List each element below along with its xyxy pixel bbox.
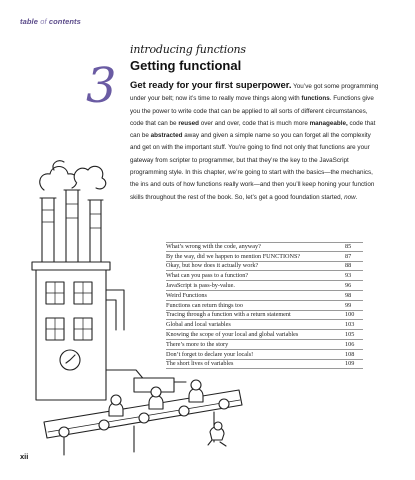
toc-page: 88 [345, 262, 352, 270]
toc-title: Global and local variables [166, 321, 231, 329]
header-suffix: contents [48, 17, 81, 26]
toc-page: 109 [345, 360, 355, 368]
toc-row[interactable] [166, 242, 363, 252]
intro-bold-abstracted: abstracted [150, 132, 183, 140]
chapter-title: Getting functional [130, 58, 242, 73]
intro-text-3: over and over, code that is much more [198, 119, 310, 127]
intro-text-5: away and given a simple name so you can forget all the complexity and get on with the important stuff. You’re going to find not only that functions are your gateway from scripter to programmer, but that they’re the key to the JavaScript programming style. In this chapter, we’re going to start with the basics—the mechanics, the ins and outs of how functions really work—and then you’ll keep honing your function skills throughout the rest of the book. So, let’s get a good foundation started, [130, 132, 375, 201]
toc-row[interactable] [166, 252, 363, 262]
toc-title: What’s wrong with the code, anyway? [166, 243, 261, 251]
toc-page: 87 [345, 252, 352, 260]
toc-row[interactable] [166, 271, 363, 281]
toc-title: The short lives of variables [166, 360, 234, 368]
toc-row[interactable] [166, 320, 363, 330]
toc-title: Functions can return things too [166, 301, 243, 309]
toc-title: Weird Functions [166, 291, 207, 299]
toc-title: By the way, did we happen to mention FUNCTIONS? [166, 252, 301, 260]
toc-title: JavaScript is pass-by-value. [166, 282, 235, 290]
header-of: of [40, 17, 47, 26]
toc-page: 105 [345, 331, 355, 339]
toc-page: 106 [345, 340, 355, 348]
toc-page: 98 [345, 291, 352, 299]
part-label: introducing functions [130, 43, 246, 56]
intro-lead: Get ready for your first superpower. [130, 80, 292, 91]
toc-row[interactable] [166, 330, 363, 340]
toc-page: 108 [345, 350, 355, 358]
toc-title: What can you pass to a function? [166, 272, 249, 280]
toc-row[interactable] [166, 301, 363, 311]
toc-page: 100 [345, 311, 355, 319]
page-number: xii [20, 452, 29, 461]
toc-title: There’s more to the story [166, 340, 229, 348]
toc-row[interactable] [166, 350, 363, 360]
intro-italic-now: now [344, 193, 356, 201]
toc-page: 103 [345, 321, 355, 329]
toc-row[interactable] [166, 281, 363, 291]
toc-page: 85 [345, 243, 352, 251]
toc-page: 96 [345, 282, 352, 290]
header-prefix: table [20, 17, 39, 26]
toc-row[interactable] [166, 311, 363, 321]
intro-bold-manageable: manageable, [309, 119, 348, 127]
toc-title: Tracing through a function with a return statement [166, 311, 291, 319]
toc-title: Knowing the scope of your local and global variables [166, 331, 299, 339]
toc-row[interactable] [166, 360, 363, 370]
intro-text-6: . [355, 193, 358, 201]
intro-bold-reused: reused [178, 119, 199, 127]
intro-text-2: . Functions give you the power to write code that can be applied to all sorts of different circumstances, code that can be [130, 95, 374, 127]
toc-page: 99 [345, 301, 352, 309]
toc-row[interactable] [166, 262, 363, 272]
toc-row[interactable] [166, 340, 363, 350]
running-header [20, 17, 81, 26]
toc-title: Okay, but how does it actually work? [166, 262, 259, 270]
intro-text-1: You’ve got some programming under your belt; now it’s time to really move things along with [130, 83, 379, 103]
toc-title: Don’t forget to declare your locals! [166, 350, 254, 358]
toc-row[interactable] [166, 291, 363, 301]
toc-page: 93 [345, 272, 352, 280]
chapter-number: 3 [86, 58, 117, 114]
table-of-contents [166, 242, 363, 369]
intro-text-4: code that can be [130, 119, 376, 140]
intro-bold-functions: functions [301, 95, 330, 103]
